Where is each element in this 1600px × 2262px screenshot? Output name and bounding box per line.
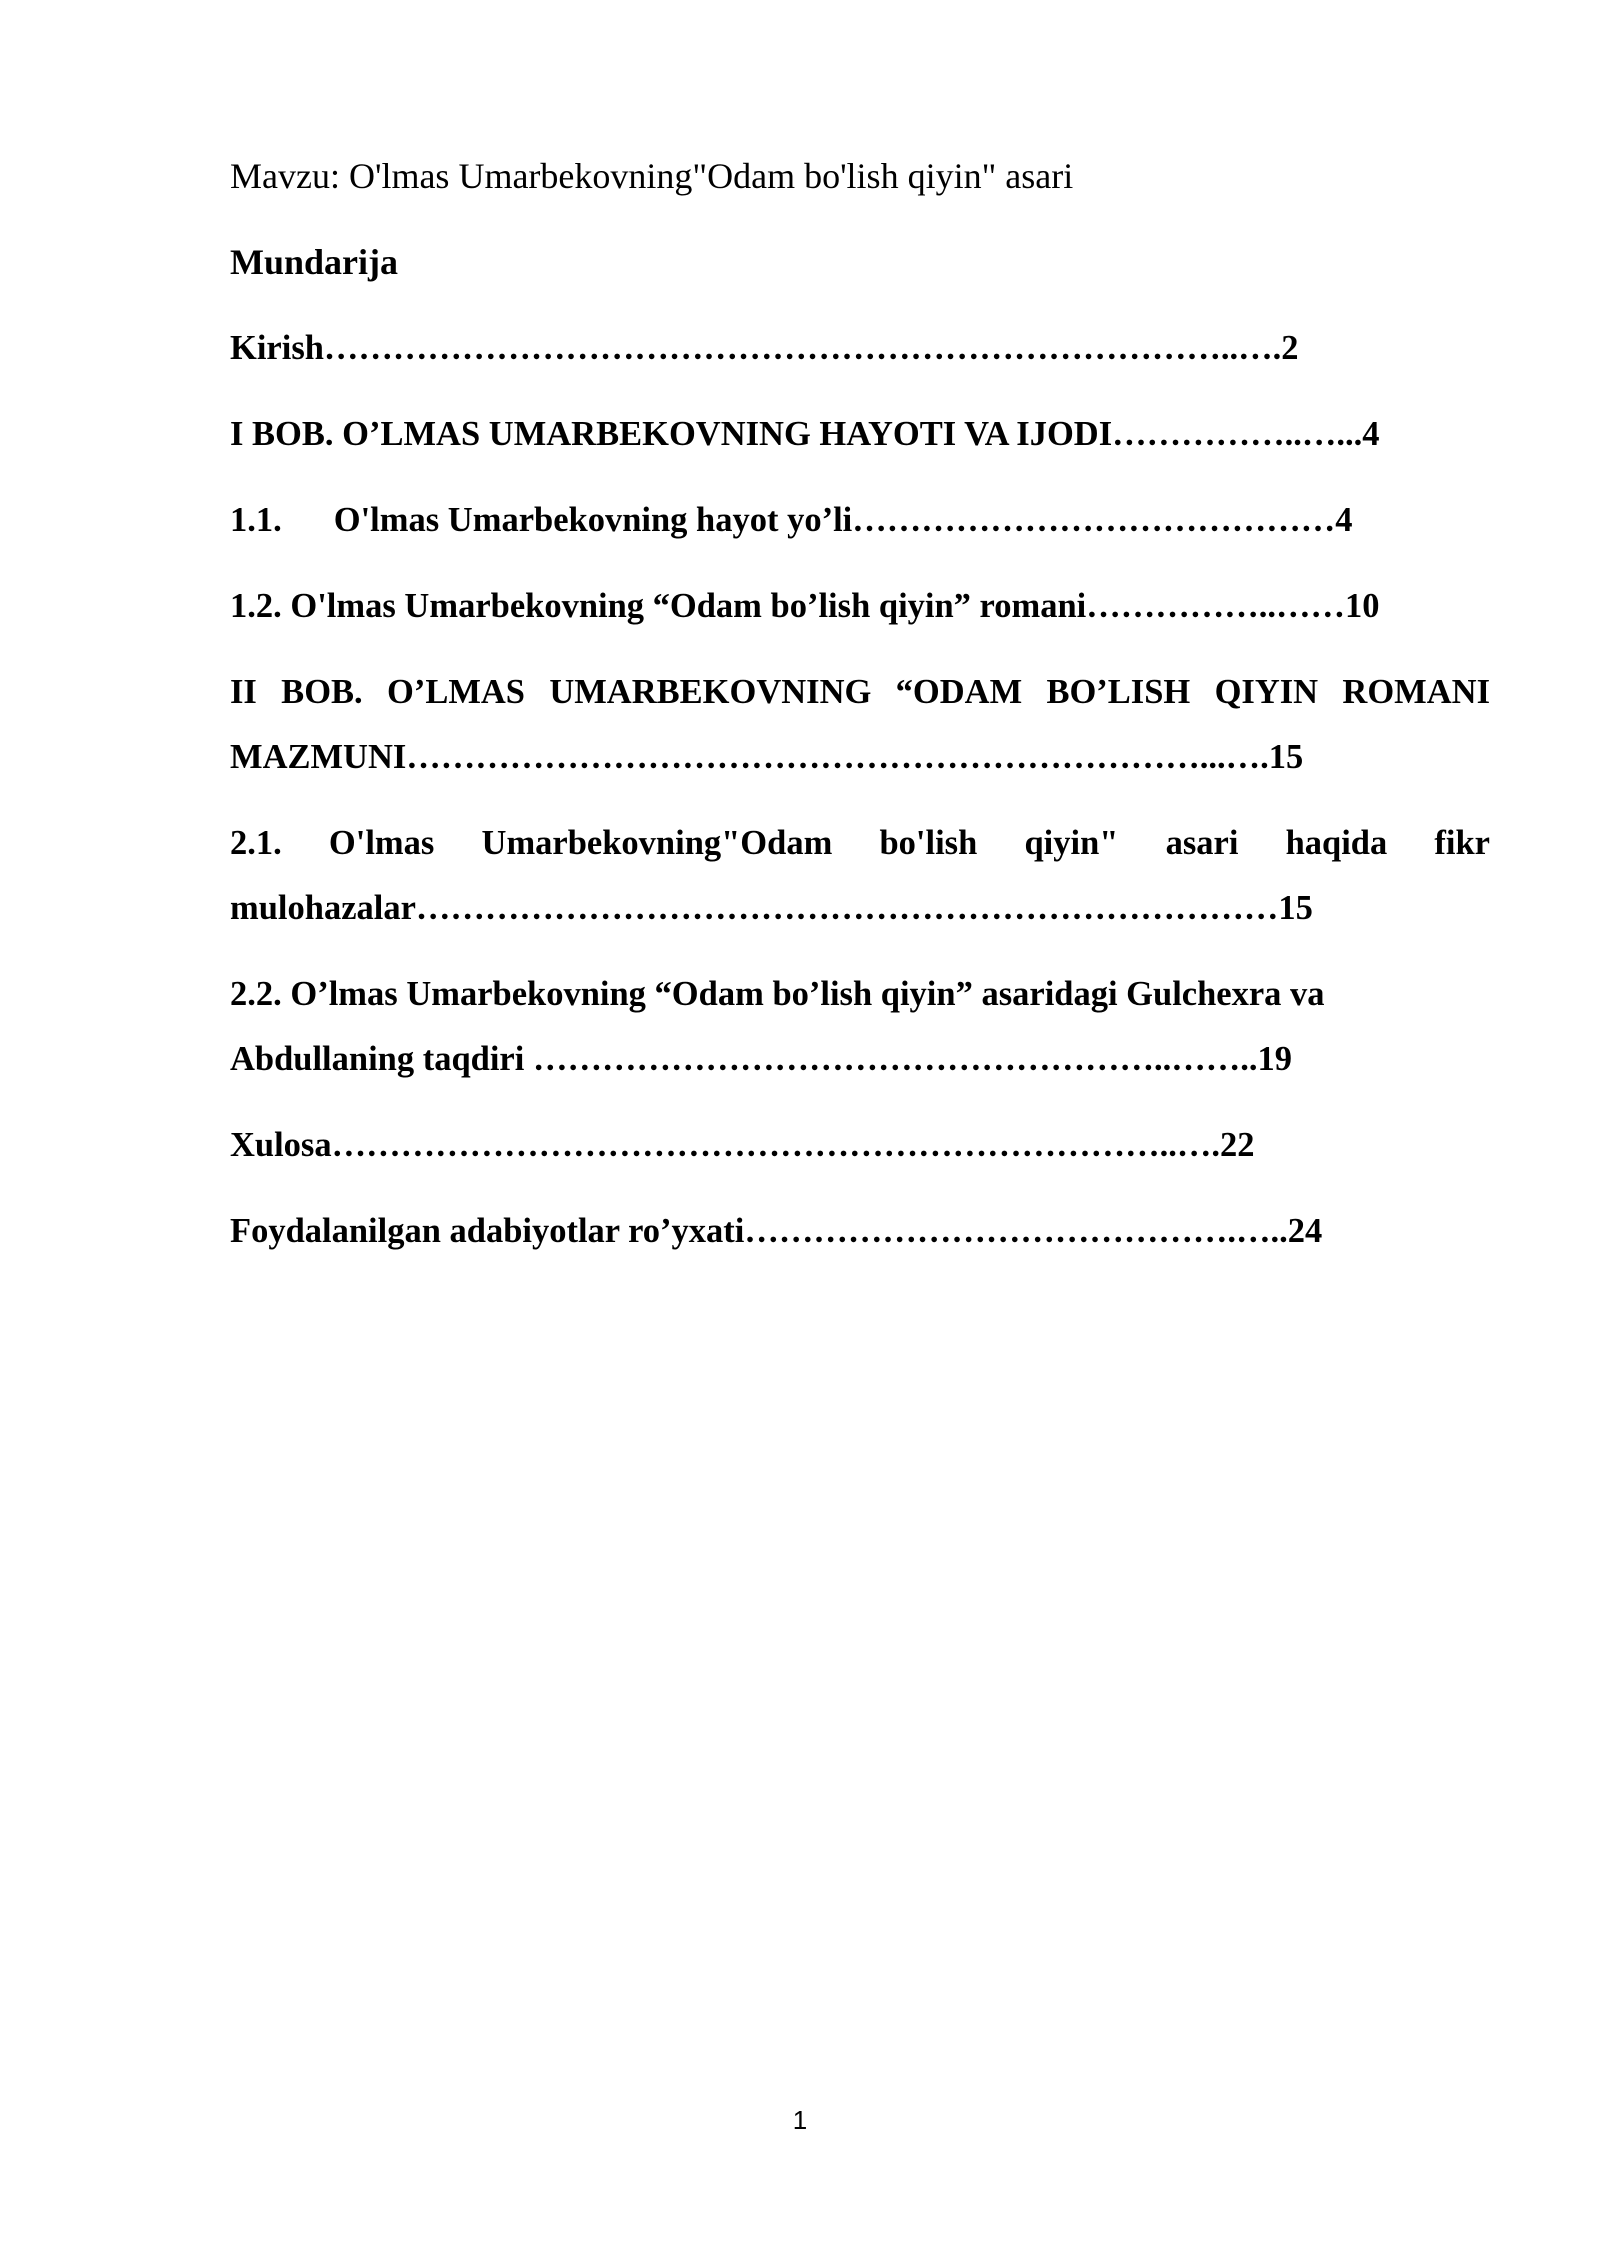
toc-entry-references: Foydalanilgan adabiyotlar ro’yxati…………………………………….…..24 [230, 1212, 1323, 1250]
toc-entry-chapter-2-line2: MAZMUNI……………………………………………………………...….15 [230, 738, 1304, 776]
toc-entry-section-1-2: 1.2. O'lmas Umarbekovning “Odam bo’lish qiyin” romani……………..……10 [230, 587, 1380, 625]
toc-entry-chapter-2-line1: II BOB. O’LMAS UMARBEKOVNING “ODAM BO’LISH QIYIN ROMANI [230, 673, 1490, 711]
toc-entry-section-2-1-line1: 2.1. O'lmas Umarbekovning"Odam bo'lish qiyin" asari haqida fikr [230, 824, 1490, 862]
toc-section-1-1-title: O'lmas Umarbekovning hayot yo’li……………………………………4 [333, 501, 1353, 539]
page-number: 1 [792, 2105, 808, 2135]
document-topic: Mavzu: O'lmas Umarbekovning"Odam bo'lish qiyin" asari [230, 156, 1074, 196]
toc-section-1-1-number: 1.1. [230, 501, 282, 539]
toc-entry-section-2-2-line1: 2.2. O’lmas Umarbekovning “Odam bo’lish qiyin” asaridagi Gulchexra va [230, 975, 1325, 1013]
toc-entry-section-2-1-line2: mulohazalar…………………………………………………………………15 [230, 889, 1313, 927]
toc-entry-section-1-1 [230, 496, 1490, 544]
toc-entry-chapter-1: I BOB. O’LMAS UMARBEKOVNING HAYOTI VA IJODI……………..…...4 [230, 415, 1380, 453]
toc-entry-xulosa: Xulosa………………………………………………………………..….22 [230, 1126, 1255, 1164]
toc-entry-kirish: Kirish……………………………………………………………………..….2 [230, 329, 1299, 367]
toc-heading: Mundarija [230, 242, 399, 282]
toc-entry-section-2-2-line2: Abdullaning taqdiri ………………………………………………..……..19 [230, 1040, 1292, 1078]
